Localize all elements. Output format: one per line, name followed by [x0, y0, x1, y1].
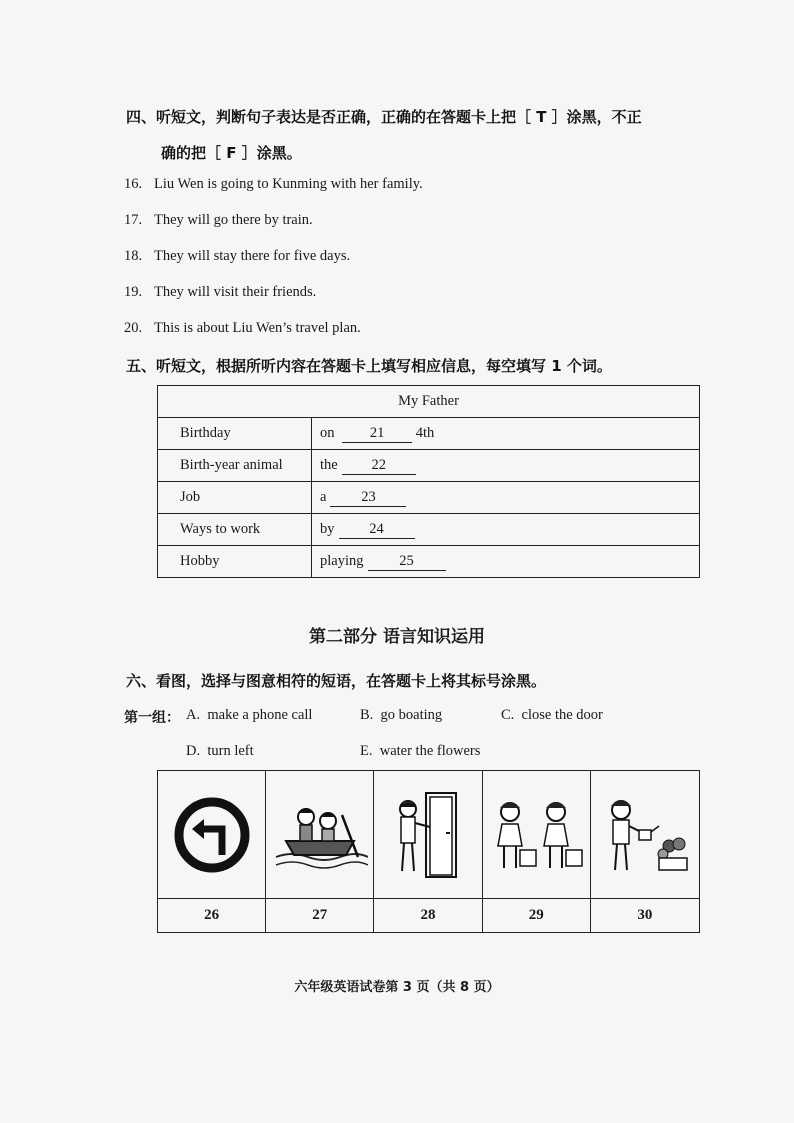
table-row: Job a 23 [158, 482, 700, 514]
option-b: B. go boating [360, 707, 443, 723]
section4-header-line2: 确的把［ F ］涂黑。 [161, 144, 302, 162]
picture-number-27: 27 [266, 899, 374, 932]
option-a: A. make a phone call [186, 707, 313, 723]
my-father-table [157, 385, 700, 578]
table-row: Ways to work by 24 [158, 514, 700, 546]
picture-28 [374, 771, 482, 899]
option-e: E. water the flowers [360, 743, 481, 759]
question-19: 19. They will visit their friends. [124, 284, 317, 300]
question-20: 20. This is about Liu Wen’s travel plan. [124, 320, 361, 336]
picture-29 [483, 771, 591, 899]
table-row: Hobby playing 25 [158, 546, 700, 578]
table-caption: My Father [158, 386, 700, 418]
answer-blank-21[interactable]: 21 [342, 426, 412, 443]
picture-grid [157, 770, 700, 933]
table-row: Birth-year animal the 22 [158, 450, 700, 482]
question-17: 17. They will go there by train. [124, 212, 313, 228]
picture-number-26: 26 [158, 899, 266, 932]
picture-number-30: 30 [637, 907, 653, 923]
turn-left-sign-icon [172, 795, 252, 875]
answer-blank-25[interactable]: 25 [368, 554, 446, 571]
picture-number-29: 29 [483, 899, 591, 932]
table-row: Birthday on 21 4th [158, 418, 700, 450]
answer-blank-22[interactable]: 22 [342, 458, 416, 475]
option-d: D. turn left [186, 743, 254, 759]
boy-watering-flowers-icon [597, 790, 693, 880]
question-18: 18. They will stay there for five days. [124, 248, 351, 264]
section4-header-line1: 四、听短文，判断句子表达是否正确，正确的在答题卡上把［ T ］涂黑，不正 [126, 108, 642, 126]
picture-26 [158, 771, 266, 899]
girls-with-boxes-icon [488, 790, 584, 880]
answer-blank-24[interactable]: 24 [339, 522, 415, 539]
option-c: C. close the door [501, 707, 603, 723]
picture-30 [591, 771, 699, 899]
answer-blank-23[interactable]: 23 [330, 490, 406, 507]
section5-header: 五、听短文，根据所听内容在答题卡上填写相应信息，每空填写 1 个词。 [126, 357, 612, 375]
question-16: 16. Liu Wen is going to Kunming with her family. [124, 176, 423, 192]
boating-children-icon [272, 795, 368, 875]
group-label: 第一组： [124, 710, 180, 726]
section6-header: 六、看图，选择与图意相符的短语，在答题卡上将其标号涂黑。 [126, 672, 547, 690]
picture-number-28: 28 [374, 899, 482, 932]
picture-27 [266, 771, 374, 899]
boy-closing-door-icon [388, 787, 468, 883]
part2-title: 第二部分 语言知识运用 [309, 627, 485, 647]
page-footer: 六年级英语试卷第 3 页（共 8 页） [294, 980, 500, 995]
